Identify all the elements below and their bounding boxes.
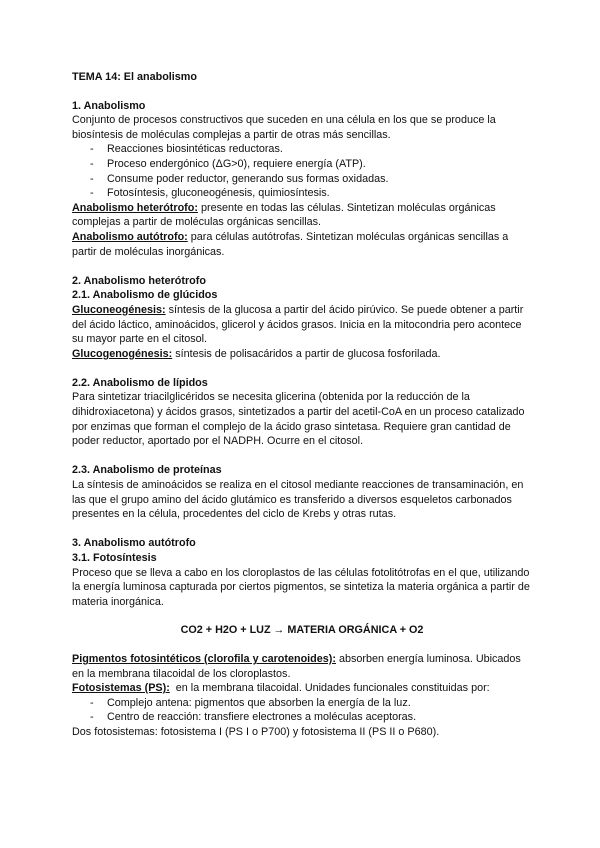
pigmentos-paragraph [72, 652, 532, 681]
subsection-heading-lipidos: 2.2. Anabolismo de lípidos [72, 376, 208, 389]
section-heading-anabolismo: 1. Anabolismo [72, 99, 146, 112]
fotosistemas-text: en la membrana tilacoidal. Unidades funcionales constituidas por: [169, 682, 490, 695]
proteinas-paragraph: La síntesis de aminoácidos se realiza en el citosol mediante reacciones de transaminación, en las que el grupo amino del ácido glutámico es transferido a diversos esqueletos carbonados presentes en la célula, procedentes del ciclo de Krebs y otras rutas. [72, 479, 524, 521]
fotosistemas-summary: Dos fotosistemas: fotosistema I (PS I o P700) y fotosistema II (PS II o P680). [72, 725, 440, 738]
list-item: - Complejo antena: pigmentos que absorben la energía de la luz. [90, 696, 532, 711]
gluconeogenesis-text: síntesis de la glucosa a partir del ácido pirúvico. Se puede obtener a partir del ácido láctico, aminoácidos, glicerol y ácidos grasos. Inicia en la mitocondria pero acontece su mayor parte en el citosol. [72, 303, 524, 346]
list-item: - Reacciones biosintéticas reductoras. [90, 142, 532, 157]
anabolismo-heterotrofo-paragraph [72, 201, 532, 230]
document-page [72, 70, 532, 740]
subsection-heading-glucidos: 2.1. Anabolismo de glúcidos [72, 289, 218, 302]
term-glucogenogenesis: Glucogenogénesis: [72, 347, 173, 360]
anabolismo-characteristics-list [72, 142, 532, 200]
term-anabolismo-heterotrofo: Anabolismo heterótrofo: [72, 201, 198, 214]
section-heading-anabolismo-autotrofo: 3. Anabolismo autótrofo [72, 537, 196, 550]
subsection-heading-fotosintesis: 3.1. Fotosíntesis [72, 552, 157, 564]
document-title: TEMA 14: El anabolismo [72, 71, 197, 83]
section-heading-anabolismo-heterotrofo: 2. Anabolismo heterótrofo [72, 274, 206, 287]
anabolismo-autotrofo-text: para células autótrofas. Sintetizan moléculas orgánicas sencillas a partir de moléculas inorgánicas. [72, 230, 509, 258]
list-item: - Consume poder reductor, generando sus formas oxidadas. [90, 172, 532, 187]
fotosintesis-equation: CO2 + H2O + LUZ → MATERIA ORGÁNICA + O2 [180, 624, 424, 637]
subsection-heading-proteinas: 2.3. Anabolismo de proteínas [72, 464, 222, 477]
fotosistemas-paragraph [72, 681, 532, 696]
anabolismo-heterotrofo-text: presente en todas las células. Sintetizan moléculas orgánicas complejas a partir de moléculas orgánicas sencillas. [72, 201, 496, 229]
list-item: - Centro de reacción: transfiere electrones a moléculas aceptoras. [90, 710, 532, 725]
anabolismo-autotrofo-paragraph [72, 230, 532, 259]
anabolismo-definition: Conjunto de procesos constructivos que suceden en una célula en los que se produce la biosíntesis de moléculas complejas a partir de otras más sencillas. [72, 114, 496, 141]
list-item: - Proceso endergónico (ΔG>0), requiere energía (ATP). [90, 157, 532, 172]
term-anabolismo-autotrofo: Anabolismo autótrofo: [72, 230, 188, 243]
glucogenogenesis-text: síntesis de polisacáridos a partir de glucosa fosforilada. [172, 347, 441, 360]
term-gluconeogenesis: Gluconeogénesis: [72, 303, 166, 316]
pigmentos-text: absorben energía luminosa. Ubicados en la membrana tilacoidal de los cloroplastos. [72, 652, 521, 680]
term-fotosistemas: Fotosistemas (PS): [72, 682, 170, 695]
glucogenogenesis-paragraph [72, 347, 532, 362]
fotosistema-components-list [72, 696, 532, 725]
list-item: - Fotosíntesis, gluconeogénesis, quimiosíntesis. [90, 186, 532, 201]
lipidos-paragraph: Para sintetizar triacilglicéridos se necesita glicerina (obtenida por la reducción de la dihidroxiacetona) y ácidos grasos, sintetizados a partir del acetil-CoA en un proceso catalizado por enzimas que forman el complejo de la ácido graso sintetasa. Requiere gran cantidad de poder reductor, aportado por el NADPH. Ocurre en el citosol. [72, 391, 525, 448]
fotosintesis-paragraph: Proceso que se lleva a cabo en los cloroplastos de las células fotolitótrofas en el que, utilizando la energía luminosa capturada por ciertos pigmentos, se sintetiza la materia orgánica a partir de materia inorgánica. [72, 566, 530, 608]
gluconeogenesis-paragraph [72, 303, 532, 347]
term-pigmentos-fotosinteticos: Pigmentos fotosintéticos (clorofila y carotenoides): [72, 652, 336, 665]
